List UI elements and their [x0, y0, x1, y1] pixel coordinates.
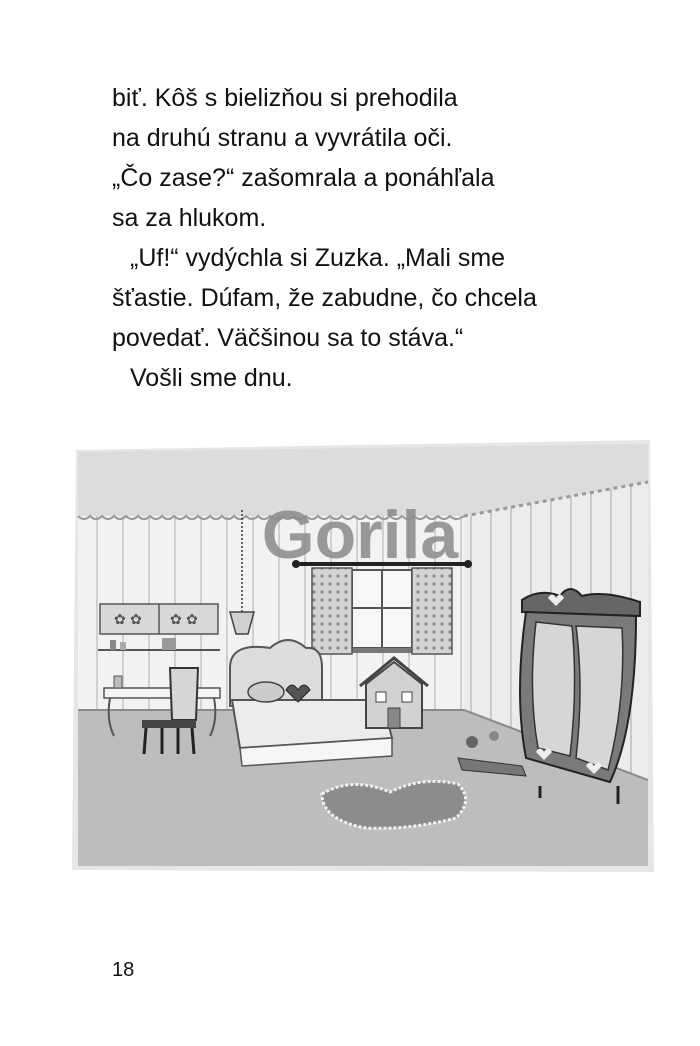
- text-line-6: šťastie. Dúfam, že zabudne, čo chcela: [112, 284, 537, 312]
- watermark-logo: Gorila: [261, 497, 459, 573]
- page-number: 18: [112, 959, 135, 981]
- text-line-2: na druhú stranu a vyvrátila oči.: [112, 124, 453, 152]
- body-text: [112, 78, 632, 398]
- svg-text:✿ ✿: ✿ ✿: [114, 612, 142, 628]
- bedroom-illustration: [70, 436, 656, 876]
- text-line-1: biť. Kôš s bielizňou si prehodila: [112, 84, 458, 112]
- text-line-3: „Čo zase?“ zašomrala a ponáhľala: [112, 164, 495, 192]
- text-line-7: povedať. Väčšinou sa to stáva.“: [112, 324, 464, 352]
- text-line-8: Vošli sme dnu.: [130, 364, 293, 392]
- svg-text:✿ ✿: ✿ ✿: [170, 612, 198, 628]
- text-line-5: „Uf!“ vydýchla si Zuzka. „Mali sme: [130, 244, 506, 272]
- text-line-4: sa za hlukom.: [112, 204, 267, 232]
